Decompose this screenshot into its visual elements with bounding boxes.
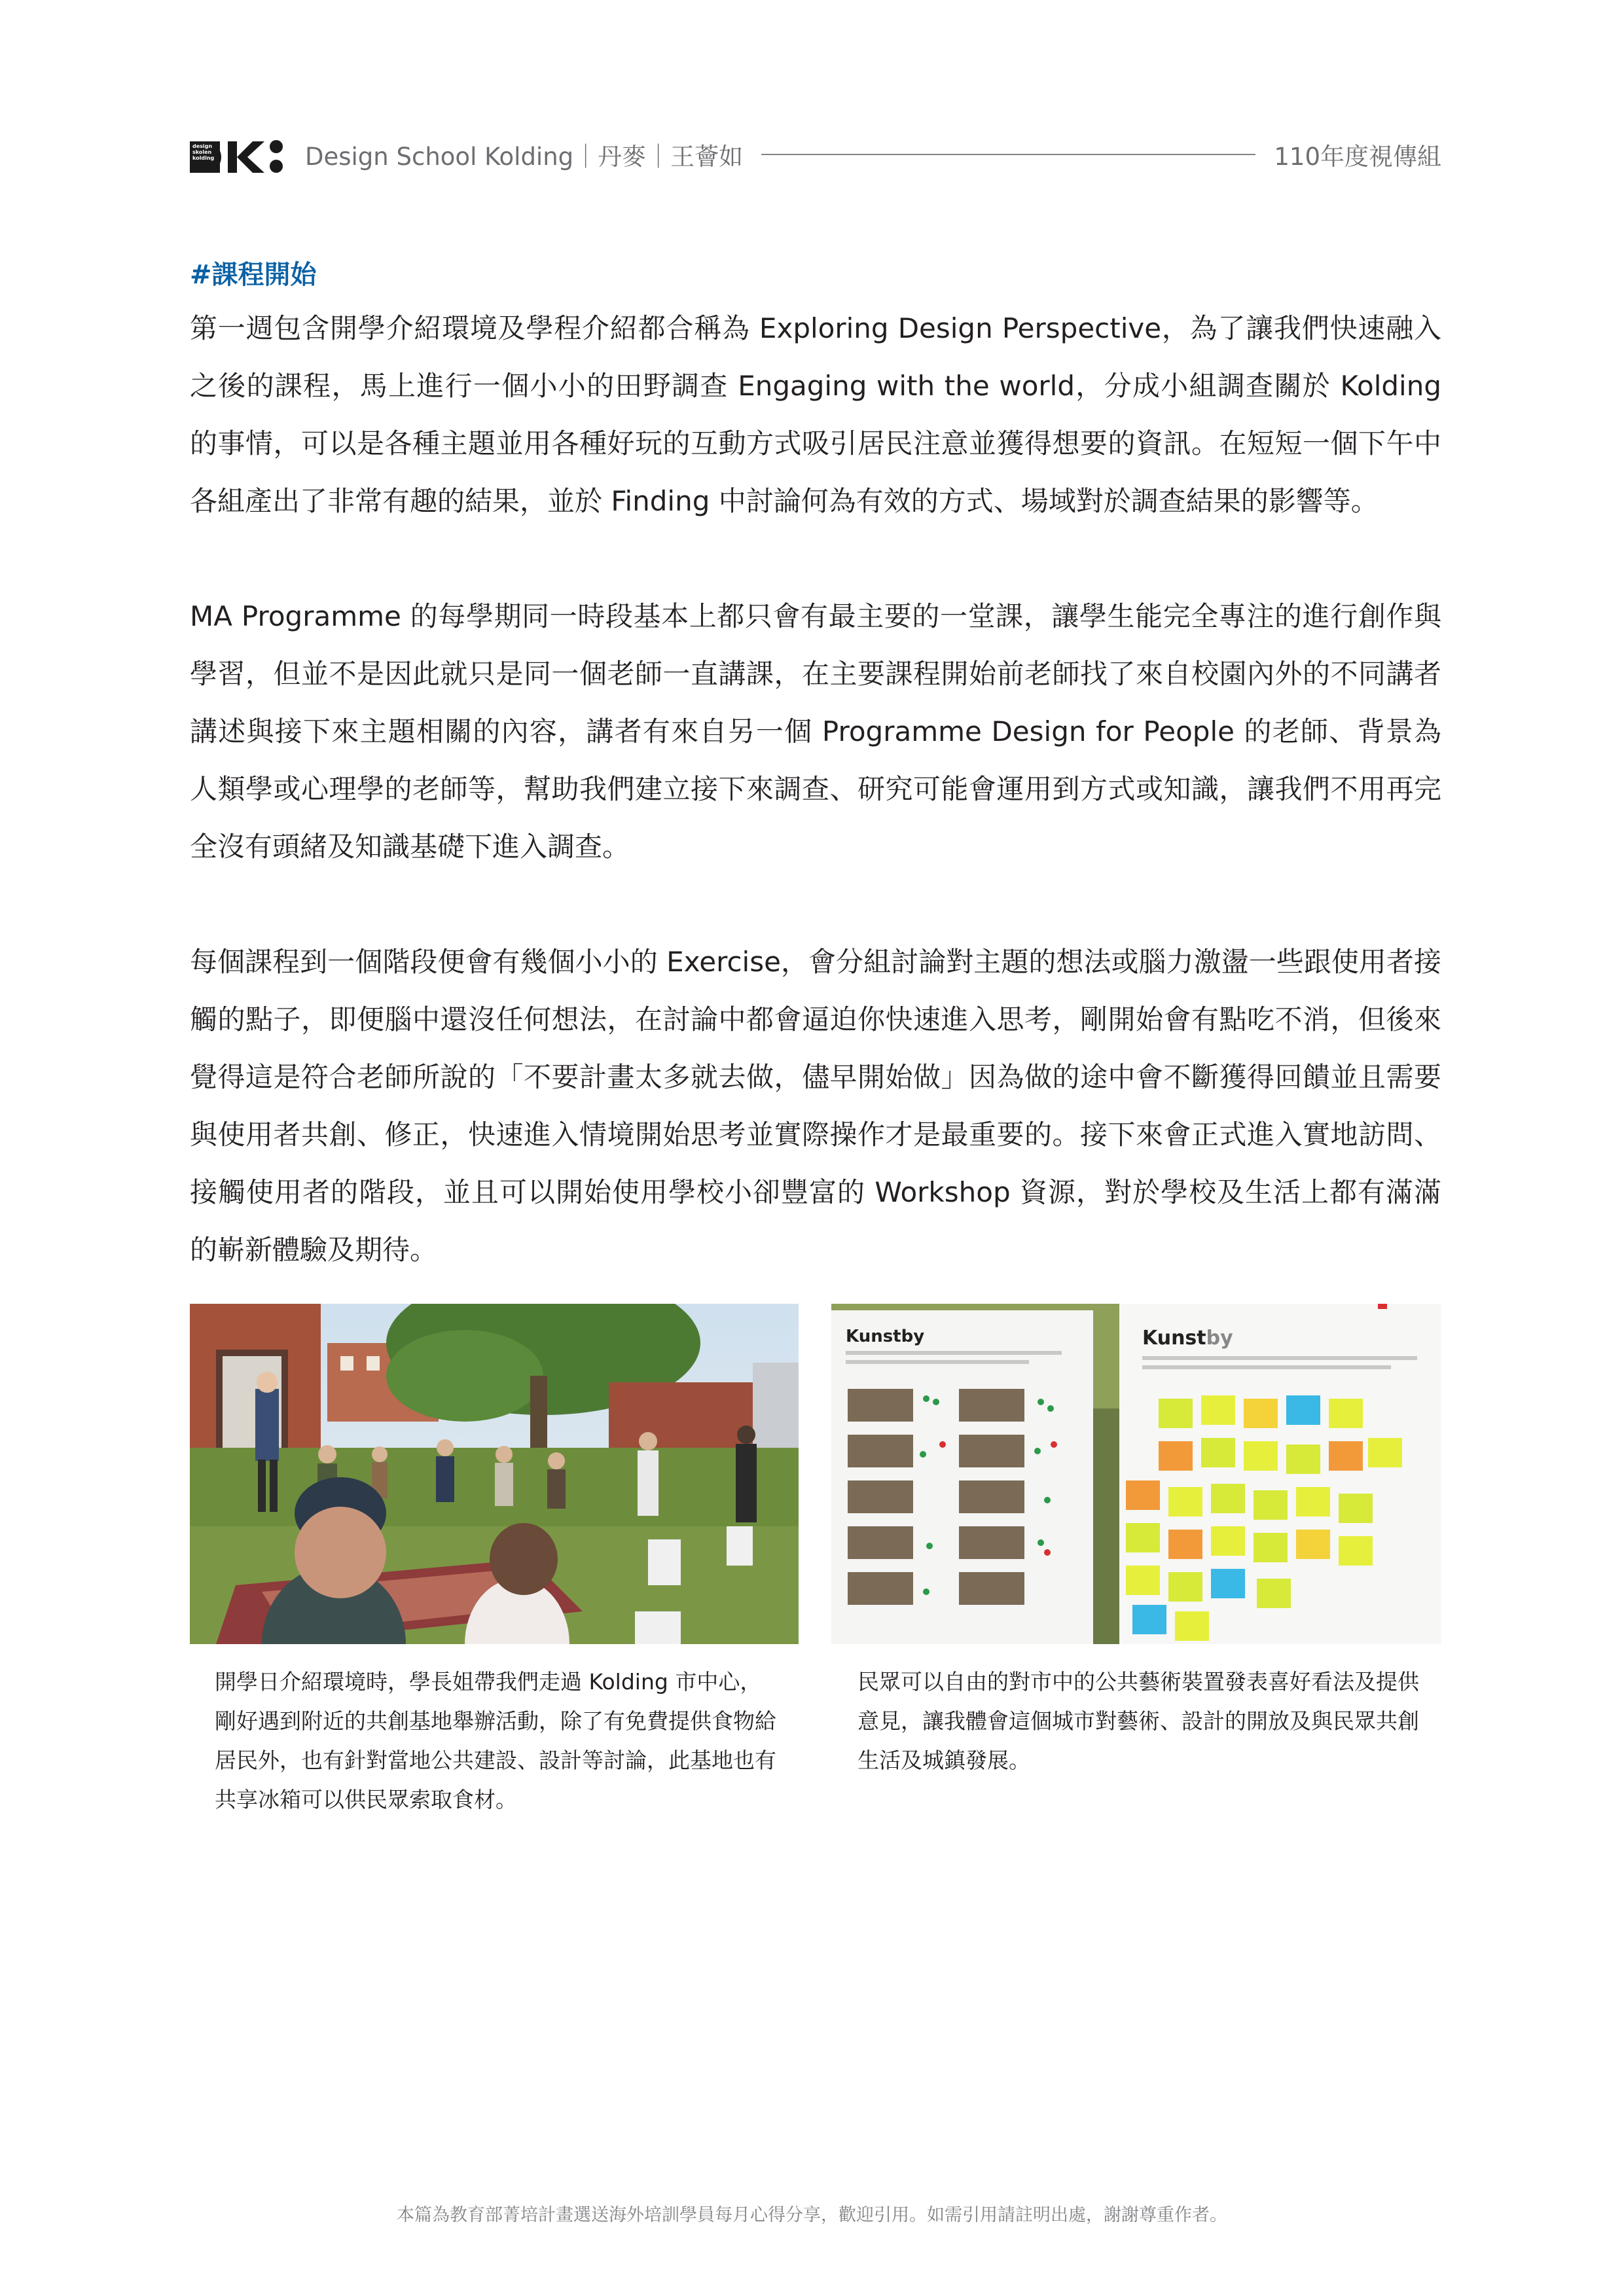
paragraph-1: 第一週包含開學介紹環境及學程介紹都合稱為 Exploring Design Perspective，為了讓我們快速融入之後的課程，馬上進行一個小小的田野調查 Engaging with the world，分成小組調查關於 Kolding 的事情，可以是各種主題並用各種好玩的互動方式吸引居民注意並獲得想要的資訊。在短短一個下午中各組產出了非常有趣的結果，並於 Finding 中討論何為有效的方式、場域對於調查結果的影響等。 [190, 312, 1441, 517]
photo-community-event [190, 1304, 799, 1644]
header-rule [761, 154, 1255, 155]
header-group-label: 110年度視傳組 [1274, 143, 1441, 171]
svg-text:design: design [192, 143, 213, 149]
paragraph-2: MA Programme 的每學期同一時段基本上都只會有最主要的一堂課，讓學生能完全專注的進行創作與學習，但並不是因此就只是同一個老師一直講課，在主要課程開始前老師找了來自校園內外的不同講者講述與接下來主題相關的內容，講者有來自另一個 Programme Design for People 的老師、背景為人類學或心理學的老師等，幫助我們建立接下來調查、研究可能會運用到方式或知識，讓我們不用再完全沒有頭緒及知識基礎下進入調查。 [190, 600, 1441, 863]
photo-kunstby-boards [831, 1304, 1441, 1644]
kunstby-boards-image [831, 1304, 1441, 1644]
paragraph-3: 每個課程到一個階段便會有幾個小小的 Exercise，會分組討論對主題的想法或腦力激盪一些跟使用者接觸的點子，即便腦中還沒任何想法，在討論中都會逼迫你快速進入思考，剛開始會有點吃不消，但後來覺得這是符合老師所說的「不要計畫太多就去做，儘早開始做」因為做的途中會不斷獲得回饋並且需要與使用者共創、修正，快速進入情境開始思考並實際操作才是最重要的。接下來會正式進入實地訪問、接觸使用者的階段，並且可以開始使用學校小卻豐富的 Workshop 資源，對於學校及生活上都有滿滿的嶄新體驗及期待。 [190, 946, 1441, 1266]
svg-text:skolen: skolen [192, 149, 212, 155]
page-footer: 本篇為教育部菁培計畫選送海外培訓學員每月心得分享，歡迎引用。如需引用請註明出處，謝謝尊重作者。 [397, 2205, 1227, 2225]
dk-logo-icon [190, 135, 291, 175]
school-logo [190, 135, 291, 174]
header-title: Design School Kolding｜丹麥｜王薈如 [305, 143, 744, 171]
caption-community-event: 開學日介紹環境時，學長姐帶我們走過 Kolding 市中心，剛好遇到附近的共創基地舉辦活動，除了有免費提供食物給居民外，也有針對當地公共建設、設計等討論，此基地也有共享冰箱可以供民眾索取食材。 [215, 1669, 776, 1812]
section-heading: #課程開始 [190, 260, 317, 290]
svg-text:kolding: kolding [192, 155, 215, 161]
board-right-title: Kunstby [1142, 1327, 1233, 1350]
page-header [190, 128, 1441, 181]
caption-kunstby: 民眾可以自由的對市中的公共藝術裝置發表喜好看法及提供意見，讓我體會這個城市對藝術、設計的開放及與民眾共創生活及城鎮發展。 [857, 1669, 1419, 1773]
community-event-image [190, 1304, 799, 1644]
board-left-title: Kunstby [846, 1327, 925, 1346]
